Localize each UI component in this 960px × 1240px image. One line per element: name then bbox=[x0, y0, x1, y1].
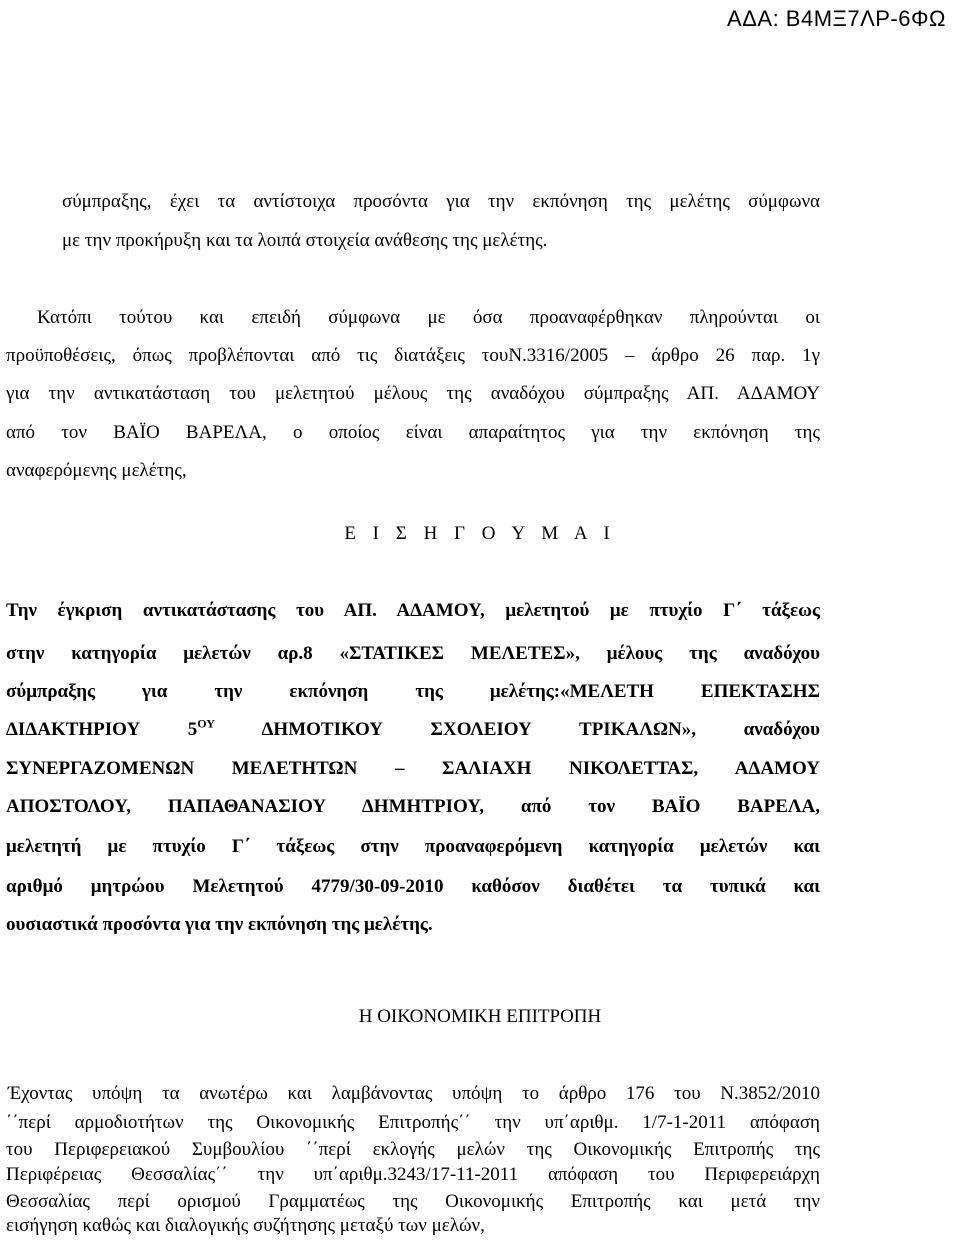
proposal-line: Την έγκριση αντικατάστασης του ΑΠ. ΑΔΑΜΟΥ, μελετητού με πτυχίο Γ΄ τάξεως bbox=[6, 600, 820, 621]
proposal-line: ΣΥΝΕΡΓΑΖΟΜΕΝΩΝ ΜΕΛΕΤΗΤΩΝ – ΣΑΛΙΑΧΗ ΝΙΚΟΛΕΤΤΑΣ, ΑΔΑΜΟΥ bbox=[6, 758, 820, 779]
heading-eisigoumai: Ε Ι Σ Η Γ Ο Υ Μ Α Ι bbox=[344, 523, 616, 544]
proposal-line4-post: ΔΗΜΟΤΙΚΟΥ ΣΧΟΛΕΙΟΥ ΤΡΙΚΑΛΩΝ», αναδόχου bbox=[214, 719, 821, 740]
paragraph1-line: σύμπραξης, έχει τα αντίστοιχα προσόντα για την εκπόνηση της μελέτης σύμφωνα bbox=[62, 191, 820, 212]
paragraph3-line: ΄΄περί αρμοδιοτήτων της Οικονομικής Επιτροπής΄΄ την υπ΄αριθμ. 1/7-1-2011 απόφαση bbox=[6, 1112, 820, 1133]
paragraph3-line: του Περιφερειακού Συμβουλίου ΄΄περί εκλογής μελών της Οικονομικής Επιτροπής της bbox=[6, 1139, 820, 1160]
proposal-line: στην κατηγορία μελετών αρ.8 «ΣΤΑΤΙΚΕΣ ΜΕΛΕΤΕΣ», μέλους της αναδόχου bbox=[6, 643, 820, 664]
proposal-line: ΑΠΟΣΤΟΛΟΥ, ΠΑΠΑΘΑΝΑΣΙΟΥ ΔΗΜΗΤΡΙΟΥ, από τον ΒΑΪΟ ΒΑΡΕΛΑ, bbox=[6, 796, 820, 817]
paragraph2-line: αναφερόμενης μελέτης, bbox=[6, 460, 187, 481]
paragraph3-line: Θεσσαλίας περί ορισμού Γραμματέως της Οικονομικής Επιτροπής και μετά την bbox=[6, 1191, 820, 1212]
proposal-line: αριθμό μητρώου Μελετητού 4779/30-09-2010 καθόσον διαθέτει τα τυπικά και bbox=[6, 876, 820, 897]
proposal-line-4 bbox=[6, 718, 820, 742]
paragraph2-line: Κατόπι τούτου και επειδή σύμφωνα με όσα προαναφέρθηκαν πληρούνται οι bbox=[37, 307, 820, 328]
proposal-line4-pre: ΔΙΔΑΚΤΗΡΙΟΥ 5 bbox=[6, 719, 198, 740]
proposal-line: μελετητή με πτυχίο Γ΄ τάξεως στην προαναφερόμενη κατηγορία μελετών και bbox=[6, 836, 820, 857]
paragraph1-line: με την προκήρυξη και τα λοιπά στοιχεία ανάθεσης της μελέτης. bbox=[62, 230, 548, 251]
paragraph2-line: προϋποθέσεις, όπως προβλέπονται από τις διατάξεις τουΝ.3316/2005 – άρθρο 26 παρ. 1γ bbox=[6, 345, 820, 366]
ada-code: ΑΔΑ: Β4ΜΞ7ΛΡ-6ΦΩ bbox=[727, 6, 946, 31]
paragraph3-line: Έχοντας υπόψη τα ανωτέρω και λαμβάνοντας υπόψη το άρθρο 176 του Ν.3852/2010 bbox=[8, 1083, 820, 1104]
heading-committee: Η ΟΙΚΟΝΟΜΙΚΗ ΕΠΙΤΡΟΠΗ bbox=[358, 1006, 602, 1027]
proposal-line: σύμπραξης για την εκπόνηση της μελέτης:«ΜΕΛΕΤΗ ΕΠΕΚΤΑΣΗΣ bbox=[6, 681, 820, 702]
paragraph3-line: Περιφέρειας Θεσσαλίας΄΄ την υπ΄αριθμ.3243/17-11-2011 απόφαση του Περιφερειάρχη bbox=[6, 1164, 820, 1185]
paragraph3-line: εισήγηση καθώς και διαλογικής συζήτησης μεταξύ των μελών, bbox=[6, 1215, 485, 1236]
paragraph2-line: από τον ΒΑΪΟ ΒΑΡΕΛΑ, ο οποίος είναι απαραίτητος για την εκπόνηση της bbox=[6, 422, 820, 443]
ordinal-superscript: ΟΥ bbox=[197, 716, 215, 731]
paragraph2-line: για την αντικατάσταση του μελετητού μέλους της αναδόχου σύμπραξης ΑΠ. ΑΔΑΜΟΥ bbox=[6, 383, 820, 404]
proposal-line: ουσιαστικά προσόντα για την εκπόνηση της μελέτης. bbox=[6, 914, 433, 935]
